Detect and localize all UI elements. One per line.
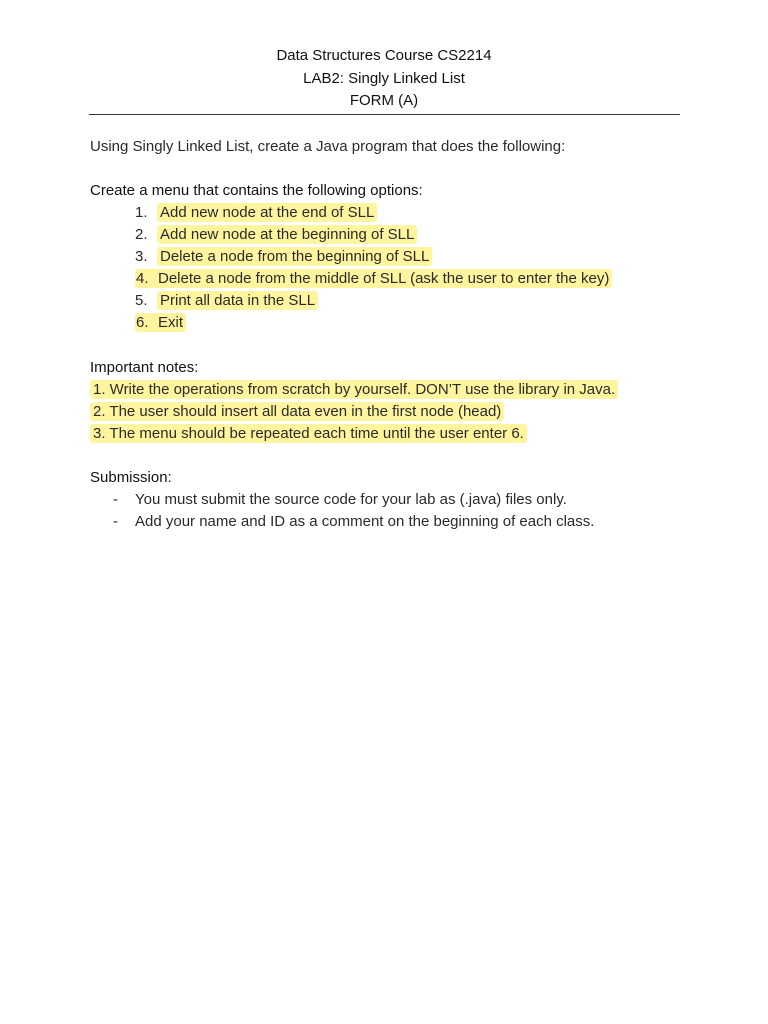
note-text: 2. The user should insert all data even in the first node (head) <box>90 402 504 421</box>
note-item-2 <box>90 402 504 422</box>
menu-option-4 <box>135 269 612 289</box>
menu-option-2 <box>135 225 417 245</box>
note-text: 3. The menu should be repeated each time until the user enter 6. <box>90 424 527 443</box>
menu-option-6 <box>135 313 186 333</box>
submission-heading: Submission: <box>90 469 172 486</box>
menu-option-5 <box>135 291 318 311</box>
menu-option-text: Add new node at the end of SLL <box>157 203 377 222</box>
menu-option-number: 3. <box>135 248 148 265</box>
bullet-dash: - <box>113 513 118 530</box>
menu-option-text: Print all data in the SLL <box>157 291 318 310</box>
menu-option-number: 4. <box>136 270 149 287</box>
menu-option-text: Delete a node from the middle of SLL (ask the user to enter the key) <box>158 270 610 287</box>
submission-item-2 <box>113 512 594 532</box>
course-title: Data Structures Course CS2214 <box>276 47 492 64</box>
menu-option-text: Add new node at the beginning of SLL <box>157 225 417 244</box>
header-divider <box>89 114 680 115</box>
note-text: 1. Write the operations from scratch by yourself. DON’T use the library in Java. <box>90 380 618 399</box>
notes-heading: Important notes: <box>90 359 199 376</box>
form-label: FORM (A) <box>349 92 419 109</box>
intro-text: Using Singly Linked List, create a Java program that does the following: <box>90 138 566 155</box>
note-item-1 <box>90 380 618 400</box>
menu-option-3 <box>135 247 432 267</box>
menu-option-number: 2. <box>135 226 148 243</box>
menu-option-number: 6. <box>136 314 149 331</box>
submission-item-1 <box>113 490 567 510</box>
bullet-dash: - <box>113 491 118 508</box>
submission-text: You must submit the source code for your lab as (.java) files only. <box>135 491 567 508</box>
note-item-3 <box>90 424 527 444</box>
menu-option-number: 1. <box>135 204 148 221</box>
lab-title: LAB2: Singly Linked List <box>303 70 465 87</box>
menu-option-number: 5. <box>135 292 148 309</box>
menu-heading: Create a menu that contains the following options: <box>90 182 423 199</box>
menu-option-text: Exit <box>158 314 184 331</box>
menu-option-text: Delete a node from the beginning of SLL <box>157 247 432 266</box>
menu-option-1 <box>135 203 377 223</box>
submission-text: Add your name and ID as a comment on the beginning of each class. <box>135 513 595 530</box>
